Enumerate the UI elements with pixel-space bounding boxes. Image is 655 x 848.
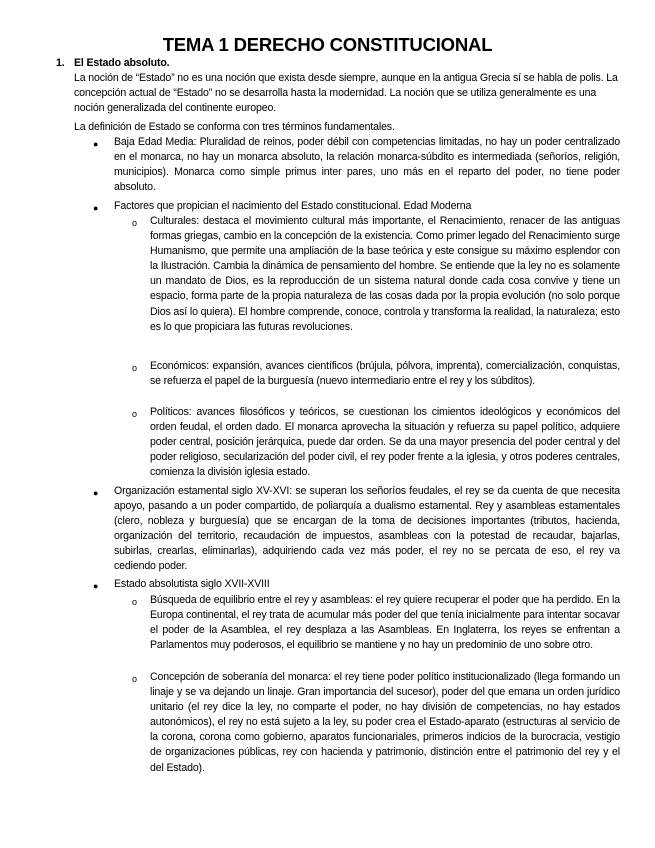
section-number: 1. bbox=[56, 57, 65, 69]
subitem-politicos: Políticos: avances filosóficos y teóricos, se cuestionan los cimientos ideológicos y económicos del orden feudal, el orden dado. El monarca aprovecha la situación y refuerza su papel político, adquiere poder central, posición jerárquica, puede dar orden. Se da una mayor presencia del poder central y del poder religioso, secularización del poder civil, el rey poder frente a la iglesia, y otros poderes centrales, comienza la división iglesia estado. bbox=[150, 406, 620, 479]
section-heading: El Estado absoluto. bbox=[74, 57, 170, 69]
list-item-estado-absolutista: Estado absolutista siglo XVII-XVIII bbox=[114, 578, 270, 590]
subitem-economicos: Económicos: expansión, avances científicos (brújula, pólvora, imprenta), comercialización, conquistas, se refuerza el papel de la burguesía (nuevo intermediario entre el rey y los súbditos). bbox=[150, 360, 620, 388]
bullet-icon: ● bbox=[93, 139, 99, 149]
subitem-soberania-monarca: Concepción de soberanía del monarca: el rey tiene poder político institucionalizado (llega formando un linaje y se va dejando un linaje. Gran importancia del sucesor), poder del que emana un orden jurídico unitario (el rey dice la ley, no comparte el poder, no hay división de competencias, no hay estados autonómicos), el rey no está sujeto a la ley, su poder crea el Estado-aparato (estructuras al servicio de la corona, corona como gobierno, aparatos funcionariales, primeros indicios de la burocracia, vestigio de organizaciones públicas, rey con hacienda y patrimonio, distinción entre el patrimonio del rey y el del Estado). bbox=[150, 671, 620, 774]
sub-bullet-icon: o bbox=[132, 674, 137, 684]
list-item-organizacion-estamental: Organización estamental siglo XV-XVI: se superan los señoríos feudales, el rey se da cuenta de que necesita apoyo, pasando a un poder compartido, de poliarquía a dualismo estamental. Rey y asambleas estamentales (clero, nobleza y burguesía) que se encargan de la toma de decisiones importantes (tributos, hacienda, organización del territorio, recaudación de impuestos, asambleas con la potestad de recaudar, bajarlas, subirlas, crearlas, eliminarlas), adquiriendo cada vez más poder, el rey no se percata de eso, el rey va cediendo poder. bbox=[114, 485, 620, 573]
sub-bullet-icon: o bbox=[132, 597, 137, 607]
bullet-icon: ● bbox=[93, 488, 99, 498]
document-title: TEMA 1 DERECHO CONSTITUCIONAL bbox=[162, 34, 493, 55]
bullet-icon: ● bbox=[93, 203, 99, 213]
intro-paragraph: La noción de “Estado” no es una noción que exista desde siempre, aunque en la antigua Grecia sí se habla de polis. La concepción actual de “Estado” no se desarrolla hasta la modernidad. La noción que se utiliza generalmente es una noción generalizada del continente europeo. bbox=[74, 72, 618, 115]
sub-bullet-icon: o bbox=[132, 363, 137, 373]
list-item-baja-edad-media: Baja Edad Media: Pluralidad de reinos, poder débil con competencias limitadas, no hay un poder centralizado en el monarca, no hay un monarca absoluto, la relación monarca-súbdito es intermediada (señoríos, religión, municipios). Monarca como simple primus inter pares, uno más en el reparto del poder, no tiene poder absoluto. bbox=[114, 136, 620, 194]
bullet-icon: ● bbox=[93, 581, 99, 591]
subitem-culturales: Culturales: destaca el movimiento cultural más importante, el Renacimiento, renacer de las antiguas formas griegas, cambio en la concepción de la existencia. Como primer legado del Renacimiento surge Humanismo, que permite una ampliación de la base teórica y este consigue su máximo esplendor con la Ilustración. Cambia la dinámica de pensamiento del hombre. Se entiende que la ley no es solamente un mandato de Dios, es la reproducción de un sistema natural donde cada cosa convive y tiene un espacio, forma parte de la propia naturaleza de las cosas dada por la propia evolución (no solo porque Dios así lo quiera). El hombre comprende, conoce, controla y transforma la realidad, la naturaleza; esto es lo que propiciara las futuras revoluciones. bbox=[150, 215, 620, 333]
subitem-busqueda-equilibrio: Búsqueda de equilibrio entre el rey y asambleas: el rey quiere recuperar el poder que ha perdido. En la Europa continental, el rey trata de acumular más poder del que tenía inicialmente para intentar socavar el poder de la Asamblea, el rey desplaza a las Asambleas. En Inglaterra, los reyes se enfrentan a Parlamentos muy poderosos, el equilibrio se mantiene y no hay un predominio de uno sobre otro. bbox=[150, 594, 620, 652]
list-item-factores: Factores que propician el nacimiento del Estado constitucional. Edad Moderna bbox=[114, 200, 472, 212]
sub-bullet-icon: o bbox=[132, 409, 137, 419]
intro-paragraph-2: La definición de Estado se conforma con tres términos fundamentales. bbox=[74, 121, 395, 133]
sub-bullet-icon: o bbox=[132, 218, 137, 228]
